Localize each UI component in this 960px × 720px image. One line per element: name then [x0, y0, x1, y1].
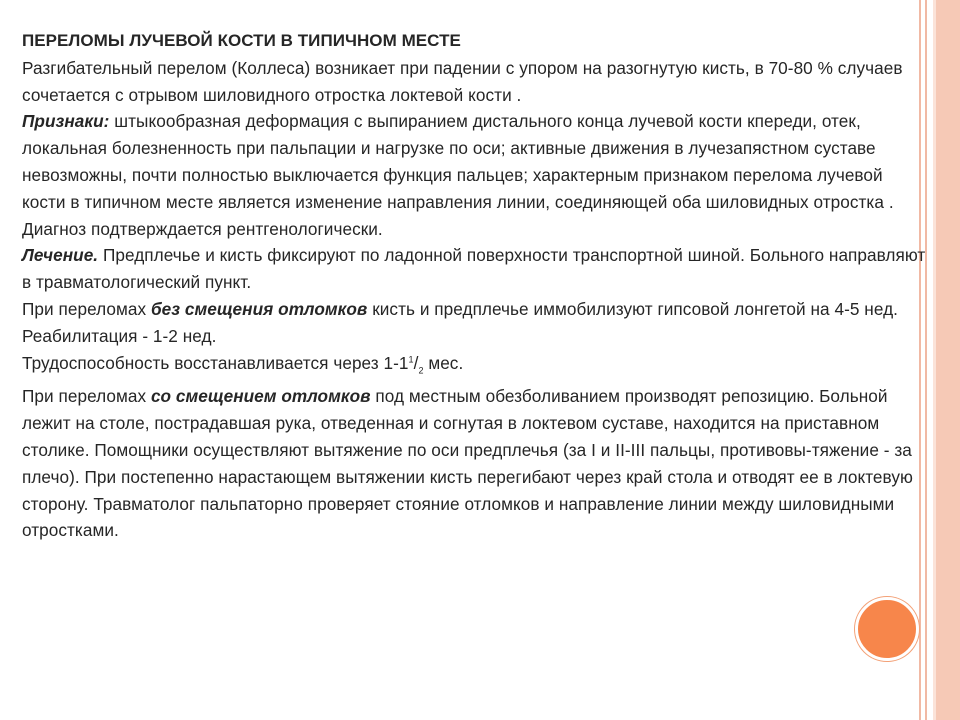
paragraph-treatment: [22, 242, 927, 296]
shift-text: под местным обезболиванием производят репозицию. Больной лежит на столе, пострадавшая рука, отведенная и согнутая в локтевом суставе, находится на приставном столике. Помощники осуществляют вытяжение по оси предплечья (за I и II-III пальцы, противовы-тяжение - за плечо). При постепенно нарастающем вытяжении кисть перегибают через край стола и отводят ее в локтевую сторону. Травматолог пальпаторно проверяет стояние отломков и направление линии между шиловидными отростками.: [22, 386, 913, 541]
paragraph-work-capacity: [22, 350, 927, 377]
paragraph-with-shift: [22, 383, 927, 544]
paragraph-no-shift: [22, 296, 927, 350]
no-shift-text: кисть и предплечье иммобилизуют гипсовой лонгетой на 4-5 нед. Реабилитация - 1-2 нед.: [22, 298, 898, 346]
signs-label: Признаки:: [22, 111, 110, 132]
treatment-label: Лечение.: [22, 245, 99, 266]
no-shift-prefix: При переломах: [22, 298, 151, 319]
treatment-text: Предплечье и кисть фиксируют по ладонной поверхности транспортной шиной. Больного направляют в травматологический пункт.: [22, 245, 926, 293]
work-fraction-numerator: 1: [408, 353, 414, 364]
slide-body: [22, 28, 927, 544]
work-suffix: мес.: [423, 352, 464, 373]
paragraph-definition: Разгибательный перелом (Коллеса) возникает при падении с упором на разогнутую кисть, в 70-80 % случаев сочетается с отрывом шиловидного отростка локтевой кости .: [22, 57, 903, 105]
decorative-side-band: [931, 0, 960, 720]
paragraph-signs: [22, 108, 927, 242]
shift-prefix: При переломах: [22, 386, 151, 407]
work-prefix: Трудоспособность восстанавливается через 1-1: [22, 352, 409, 373]
work-fraction-slash: /: [413, 352, 419, 373]
decorative-orange-circle: [855, 597, 919, 661]
no-shift-label: без смещения отломков: [150, 298, 368, 319]
shift-label: со смещением отломков: [150, 386, 371, 407]
work-fraction-denominator: 2: [418, 365, 424, 375]
signs-text: штыкообразная деформация с выпиранием дистального конца лучевой кости кпереди, отек, локальная болезненность при пальпации и нагрузке по оси; активные движения в лучезапястном суставе невозможны, почти полностью выключается функция пальцев; характерным признаком перелома лучевой кости в типичном месте является изменение направления линии, соединяющей оба шиловидных отростка . Диагноз подтверждается рентгенологически.: [22, 111, 894, 239]
slide-title: ПЕРЕЛОМЫ ЛУЧЕВОЙ КОСТИ В ТИПИЧНОМ МЕСТЕ: [22, 31, 461, 50]
